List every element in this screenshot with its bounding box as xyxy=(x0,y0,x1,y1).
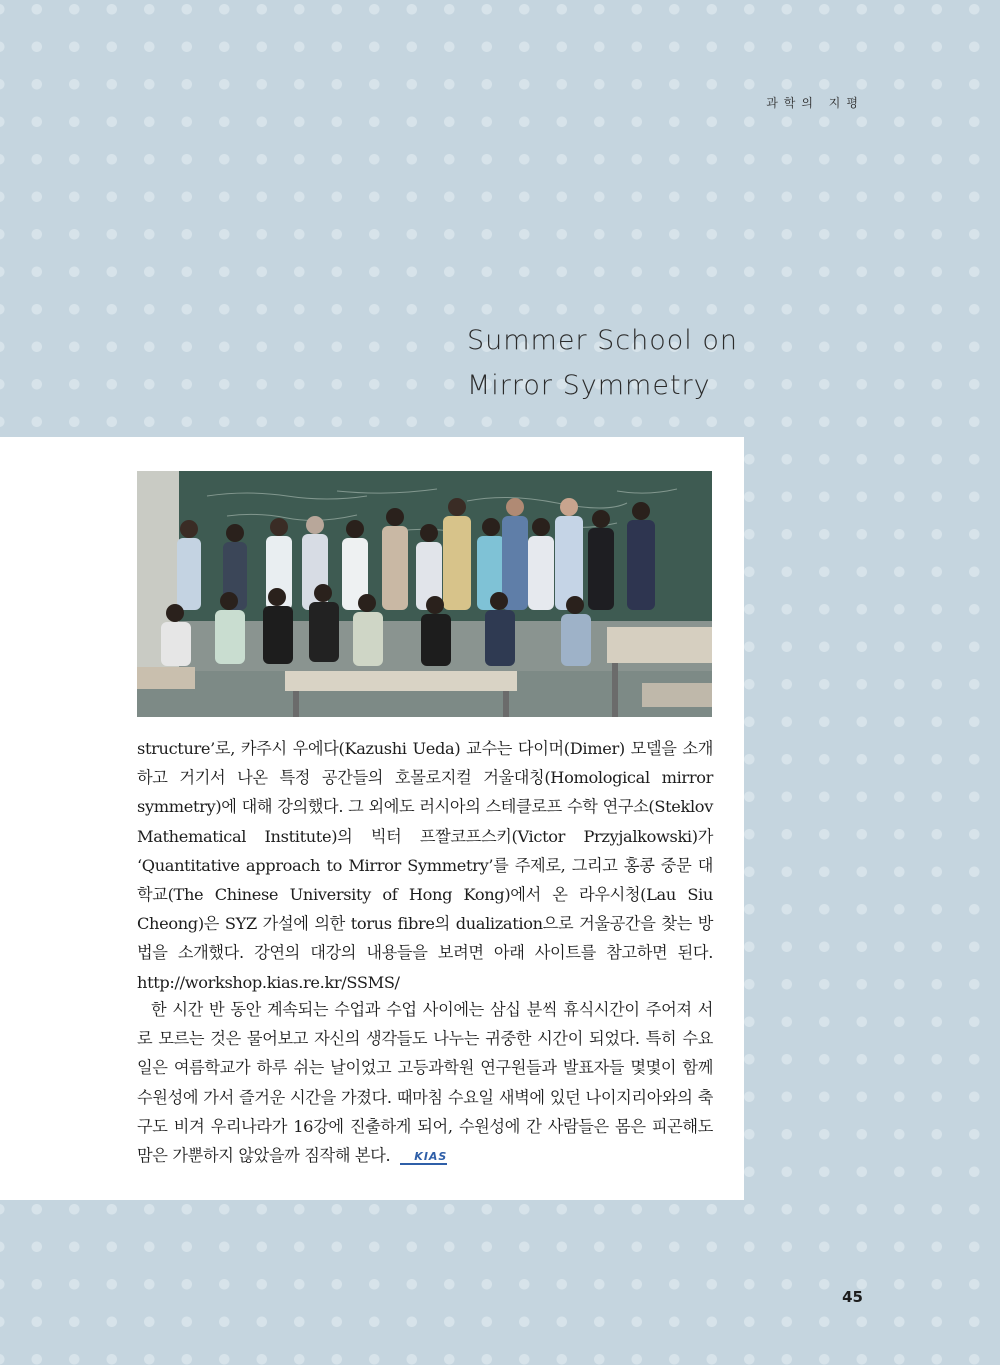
article-title-line2: Mirror Symmetry xyxy=(467,370,711,401)
body-paragraph-2-text: 한 시간 반 동안 계속되는 수업과 수업 사이에는 삼십 분씩 휴식시간이 주어져 서로 모르는 것은 물어보고 자신의 생각들도 나누는 귀중한 시간이 되었다. 특히 수요일은 여름학교가 하루 쉬는 날이었고 고등과학원 연구원들과 발표자들 몇몇이 함께 수원성에 가서 즐거운 시간을 가졌다. 때마침 수요일 새벽에 있던 나이지리아와의 축구도 비겨 우리나라가 16강에 진출하게 되어, 수원성에 간 사람들은 몸은 피곤해도 맘은 가뿐하지 않았을까 짐작해 본다. xyxy=(137,1000,713,1166)
article-title xyxy=(467,318,738,408)
group-photo-illustration xyxy=(137,471,712,717)
kias-logo-text: KIAS xyxy=(414,1150,448,1164)
article-title-line1: Summer School on xyxy=(467,325,738,356)
section-label: 과학의 지평 xyxy=(766,96,864,110)
page-number: 45 xyxy=(842,1288,863,1306)
body-paragraph-2 xyxy=(137,995,713,1170)
group-photo xyxy=(137,471,712,717)
body-paragraph-1: structure’로, 카주시 우에다(Kazushi Ueda) 교수는 다이머(Dimer) 모델을 소개하고 거기서 나온 특정 공간들의 호몰로지컬 거울대칭(Homological mirror symmetry)에 대해 강의했다. 그 외에도 러시아의 스테클로프 수학 연구소(Steklov Mathematical Institute)의 빅터 프짤코프스키(Victor Przyjalkowski)가 ‘Quantitative approach to Mirror Symmetry’를 주제로, 그리고 홍콩 중문 대학교(The Chinese University of Hong Kong)에서 온 라우시청(Lau Siu Cheong)은 SYZ 가설에 의한 torus fibre의 dualization으로 거울공간을 찾는 방법을 소개했다. 강연의 대강의 내용들을 보려면 아래 사이트를 참고하면 된다. http://workshop.kias.re.kr/SSMS/ xyxy=(137,739,713,992)
kias-logo xyxy=(400,1148,447,1165)
content-panel xyxy=(0,437,744,1200)
